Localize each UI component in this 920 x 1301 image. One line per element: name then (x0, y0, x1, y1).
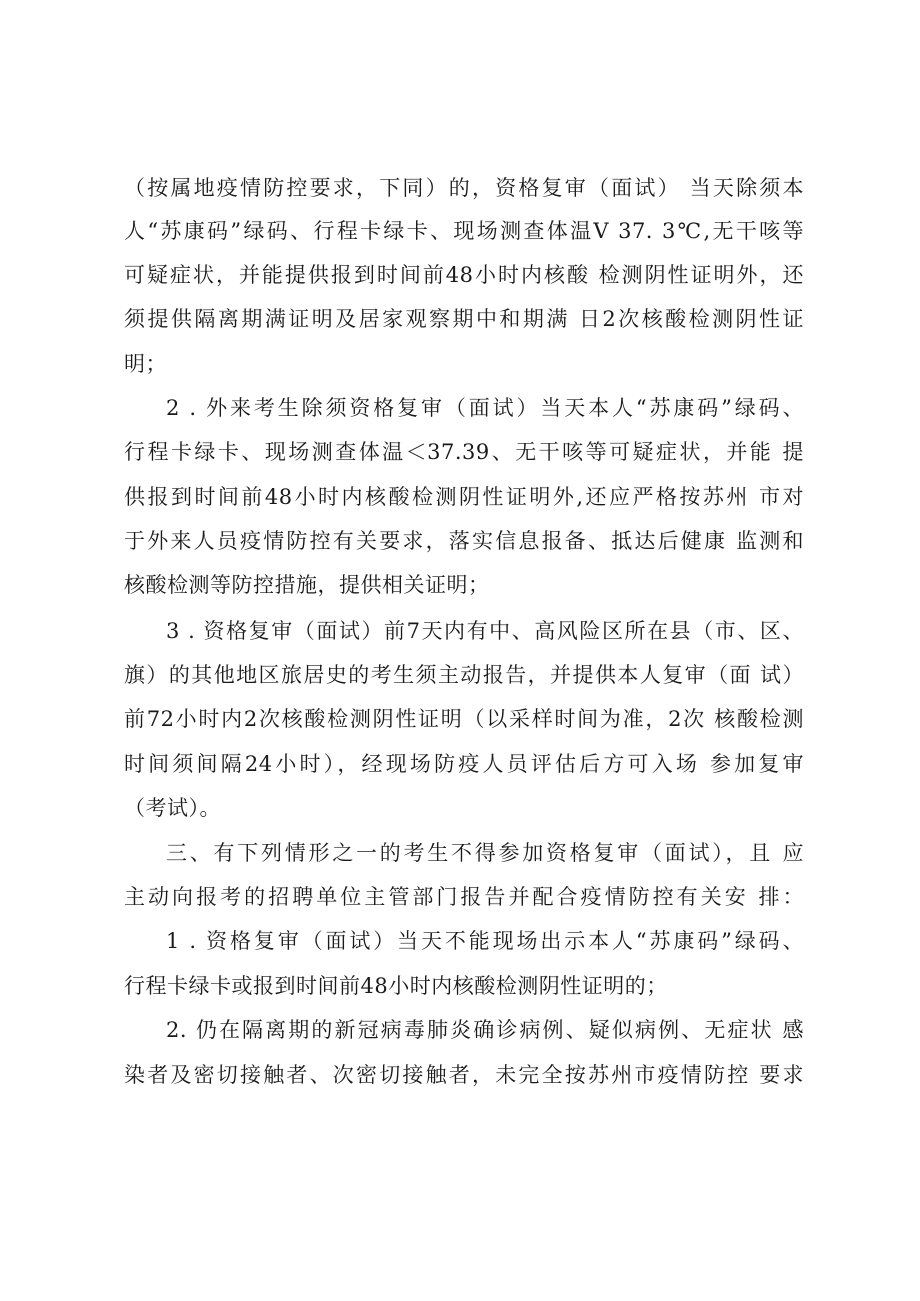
text-line: 核酸检测等防控措施，提供相关证明； (124, 573, 490, 597)
text-line: 可疑症状，并能提供报到时间前48小时内核酸 检测阴性证明外，还 (124, 263, 804, 287)
text-line: 明； (124, 352, 167, 376)
text-line: 须提供隔离期满证明及居家观察期中和期满 日2次核酸检测阴性证 (124, 307, 804, 331)
text-line: 行程卡绿卡或报到时间前48小时内核酸检测阴性证明的； (124, 974, 668, 998)
text-line: （考试）。 (124, 796, 221, 820)
text-line: 1 . 资格复审（面试）当天不能现场出示本人“苏康码”绿码、 (166, 929, 804, 953)
text-line: 染者及密切接触者、次密切接触者，未完全按苏州市疫情防控 要求 (124, 1063, 804, 1087)
text-line: 供报到时间前48小时内核酸检测阴性证明外,还应严格按苏州 市对 (124, 485, 804, 509)
text-line: 人“苏康码”绿码、行程卡绿卡、现场测查体温V 37. 3℃,无干咳等 (124, 219, 804, 243)
text-line: 旗）的其他地区旅居史的考生须主动报告，并提供本人复审（面 试） (124, 663, 804, 687)
text-line: 时间须间隔24小时），经现场防疫人员评估后方可入场 参加复审 (124, 752, 804, 776)
text-line: （按属地疫情防控要求，下同）的，资格复审（面试） 当天除须本 (124, 176, 804, 200)
text-line: 2 . 外来考生除须资格复审（面试）当天本人“苏康码”绿码、 (166, 396, 804, 420)
text-line: 前72小时内2次核酸检测阴性证明（以采样时间为准，2次 核酸检测 (124, 707, 804, 731)
text-line: 主动向报考的招聘单位主管部门报告并配合疫情防控有关安 排： (124, 885, 804, 909)
text-line: 3 . 资格复审（面试）前7天内有中、高风险区所在县（市、区、 (166, 619, 804, 643)
text-line: 于外来人员疫情防控有关要求，落实信息报备、抵达后健康 监测和 (124, 529, 804, 553)
text-line: 2. 仍在隔离期的新冠病毒肺炎确诊病例、疑似病例、无症状 感 (166, 1018, 804, 1042)
text-line: 行程卡绿卡、现场测查体温＜37.39、无干咳等可疑症状，并能 提 (124, 440, 804, 464)
text-line: 三、有下列情形之一的考生不得参加资格复审（面试），且 应 (166, 841, 804, 865)
